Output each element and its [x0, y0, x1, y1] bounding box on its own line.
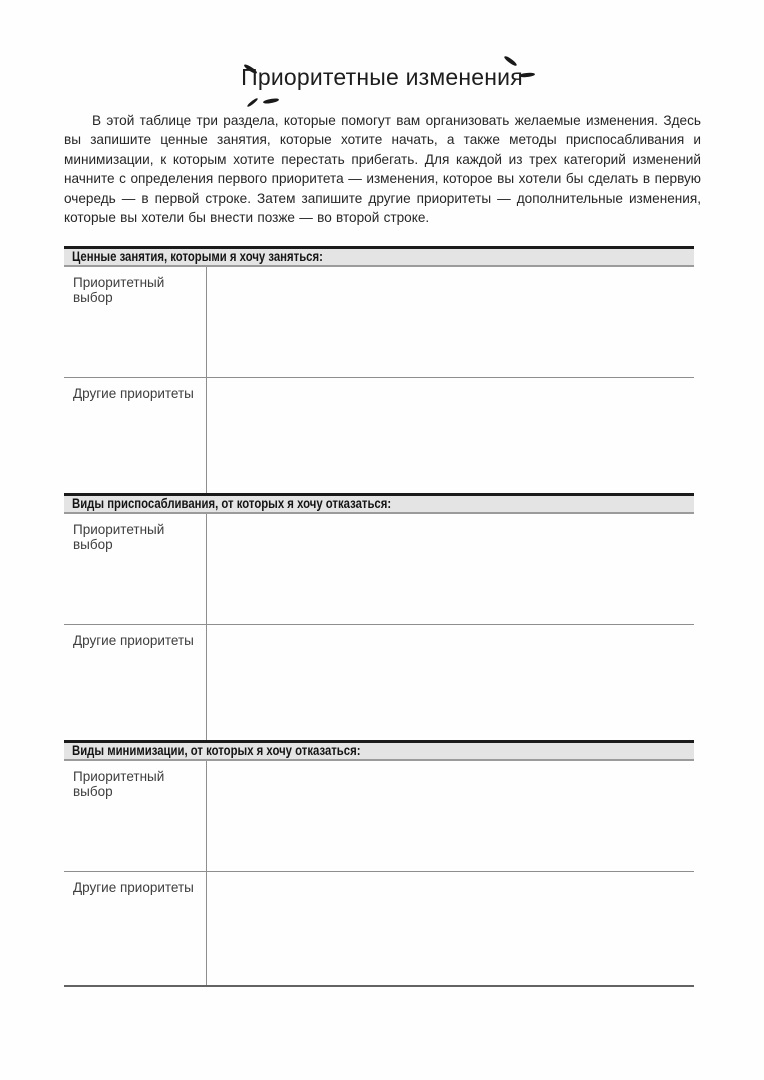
sparkle-dash-icon	[246, 97, 258, 107]
writing-area	[207, 267, 694, 377]
table-row	[64, 872, 694, 987]
row-label-other-priorities: Другие приоритеты	[64, 378, 207, 493]
intro-paragraph: В этой таблице три раздела, которые помогут вам организовать желаемые изменения. Здесь вы запишите ценные занятия, которые хотите начать, а также методы приспосабливания и минимизации, к которым хотите перестать прибегать. Для каждой из трех категорий изменений начните с определения первого приоритета — изменения, которое вы хотели бы сделать в первую очередь — в первой строке. Затем запишите другие приоритеты — дополнительные изменения, которые вы хотели бы внести позже — во второй строке.	[64, 113, 701, 226]
section-valued-activities	[64, 246, 694, 493]
section-header	[64, 493, 694, 514]
sparkle-dash-icon	[263, 98, 279, 105]
section-minimization	[64, 740, 694, 987]
priority-tables	[64, 246, 694, 987]
row-label-priority-choice: Приоритетный выбор	[64, 514, 207, 624]
row-label-other-priorities: Другие приоритеты	[64, 625, 207, 740]
section-accommodations	[64, 493, 694, 740]
section-header-label: Виды минимизации, от которых я хочу отказаться:	[72, 743, 361, 758]
section-header-label: Ценные занятия, которыми я хочу заняться:	[72, 249, 323, 264]
table-row	[64, 378, 694, 493]
writing-area	[207, 514, 694, 624]
row-label-other-priorities: Другие приоритеты	[64, 872, 207, 985]
table-row	[64, 267, 694, 378]
row-label-priority-choice: Приоритетный выбор	[64, 267, 207, 377]
writing-area	[207, 761, 694, 871]
section-header	[64, 246, 694, 267]
writing-area	[207, 872, 694, 985]
section-header-label: Виды приспосабливания, от которых я хочу отказаться:	[72, 496, 392, 511]
writing-area	[207, 625, 694, 740]
section-header	[64, 740, 694, 761]
row-label-priority-choice: Приоритетный выбор	[64, 761, 207, 871]
table-row	[64, 761, 694, 872]
writing-area	[207, 378, 694, 493]
page-title: Приоритетные изменения	[241, 64, 523, 90]
table-row	[64, 514, 694, 625]
table-row	[64, 625, 694, 740]
